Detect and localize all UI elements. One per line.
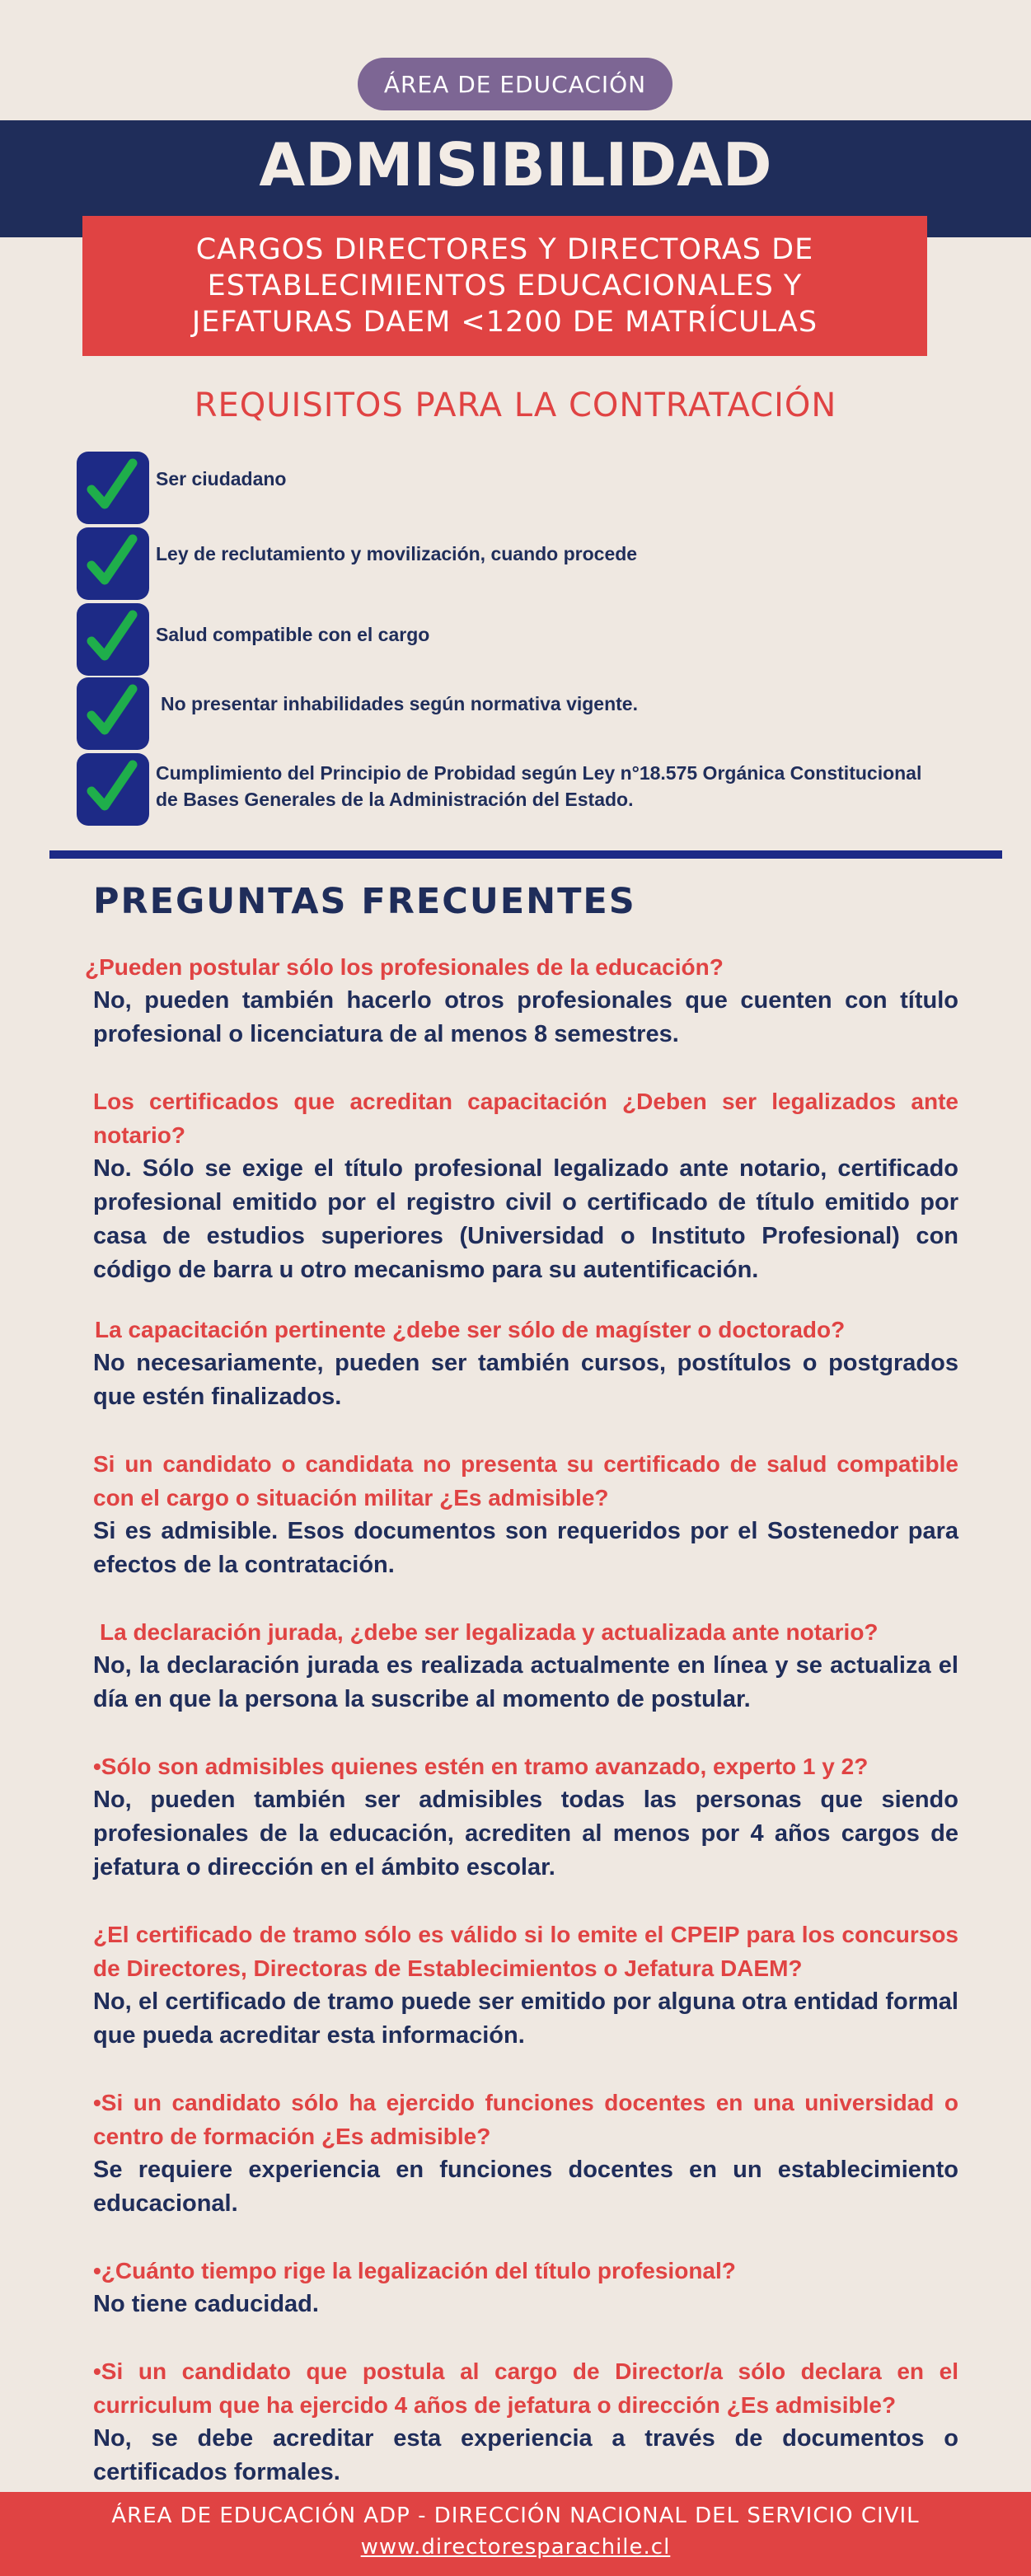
faq-title: PREGUNTAS FRECUENTES — [93, 881, 636, 922]
faq-answer: No, pueden también hacerlo otros profesionales que cuenten con título profesional o licenciatura de al menos 8 semestres. — [93, 987, 958, 1047]
checkbox-checked-icon — [77, 753, 149, 826]
faq-answer: No tiene caducidad. — [93, 2291, 319, 2317]
subtitle-box — [82, 216, 927, 356]
faq-answer: No. Sólo se exige el título profesional legalizado ante notario, certificado profesional emitido por el registro civil o certificado de título emitido por casa de estudios superiores (Universidad o Instituto Profesional) con código de barra u otro mecanismo para su autentificación. — [93, 1155, 958, 1283]
checkbox-checked-icon — [77, 527, 149, 600]
subtitle-line: CARGOS DIRECTORES Y DIRECTORAS DE — [195, 233, 814, 266]
subtitle-line: JEFATURAS DAEM <1200 DE MATRÍCULAS — [191, 306, 818, 339]
footer — [0, 2492, 1031, 2576]
faq-answer: No necesariamente, pueden ser también cursos, postítulos o postgrados que estén finalizados. — [93, 1350, 958, 1410]
faq-question: La capacitación pertinente ¿debe ser sólo de magíster o doctorado? — [95, 1317, 846, 1342]
requirement-text: No presentar inhabilidades según normativa vigente. — [161, 693, 638, 714]
faq-answer: No, pueden también ser admisibles todas las personas que siendo profesionales de la educación, acrediten al menos por 4 años cargos de jefatura o dirección en el ámbito escolar. — [93, 1787, 958, 1880]
subtitle-line: ESTABLECIMIENTOS EDUCACIONALES Y — [207, 269, 803, 302]
faq-answer: No, el certificado de tramo puede ser emitido por alguna otra entidad formal que pueda acreditar esta información. — [93, 1988, 958, 2049]
requirements-title: REQUISITOS PARA LA CONTRATACIÓN — [194, 386, 837, 424]
faq-question: La declaración jurada, ¿debe ser legalizada y actualizada ante notario? — [100, 1619, 879, 1645]
faq-question: •Si un candidato sólo ha ejercido funciones docentes en una universidad o centro de formación ¿Es admisible? — [93, 2090, 958, 2149]
faq-question: ¿El certificado de tramo sólo es válido si lo emite el CPEIP para los concursos de Directores, Directoras de Establecimientos o Jefatura DAEM? — [93, 1922, 958, 1981]
requirement-text: Ley de reclutamiento y movilización, cuando procede — [156, 543, 638, 564]
area-badge: ÁREA DE EDUCACIÓN — [358, 58, 672, 110]
checkbox-checked-icon — [77, 452, 149, 524]
page-title: ADMISIBILIDAD — [259, 130, 772, 199]
faq-question: ¿Pueden postular sólo los profesionales de la educación? — [85, 954, 724, 980]
requirement-text: Salud compatible con el cargo — [156, 624, 430, 645]
requirement-text: Ser ciudadano — [156, 468, 287, 489]
section-divider — [49, 850, 1002, 859]
footer-link[interactable]: www.directoresparachile.cl — [360, 2535, 671, 2560]
faq-answer: Se requiere experiencia en funciones docentes en un establecimiento educacional. — [93, 2157, 958, 2217]
checkbox-checked-icon — [77, 603, 149, 676]
faq-question: Los certificados que acreditan capacitación ¿Deben ser legalizados ante notario? — [93, 1089, 958, 1148]
faq-answer: Si es admisible. Esos documentos son requeridos por el Sostenedor para efectos de la contratación. — [93, 1518, 958, 1578]
checkbox-checked-icon — [77, 677, 149, 750]
faq-question: •¿Cuánto tiempo rige la legalización del título profesional? — [93, 2258, 736, 2283]
faq-answer: No, la declaración jurada es realizada actualmente en línea y se actualiza el día en que la persona la suscribe al momento de postular. — [93, 1652, 958, 1712]
faq-question: •Sólo son admisibles quienes estén en tramo avanzado, experto 1 y 2? — [93, 1754, 869, 1779]
footer-text: ÁREA DE EDUCACIÓN ADP - DIRECCIÓN NACIONAL DEL SERVICIO CIVIL — [111, 2503, 920, 2528]
faq-answer: No, se debe acreditar esta experiencia a través de documentos o certificados formales. — [93, 2425, 958, 2485]
faq-question: •Si un candidato que postula al cargo de Director/a sólo declara en el curriculum que ha ejercido 4 años de jefatura o dirección ¿Es admisible? — [93, 2358, 958, 2418]
faq-question: Si un candidato o candidata no presenta su certificado de salud compatible con el cargo o situación militar ¿Es admisible? — [93, 1451, 958, 1510]
requirement-text: Cumplimiento del Principio de Probidad según Ley n°18.575 Orgánica Constitucional de Bases Generales de la Administración del Estado. — [156, 762, 922, 810]
